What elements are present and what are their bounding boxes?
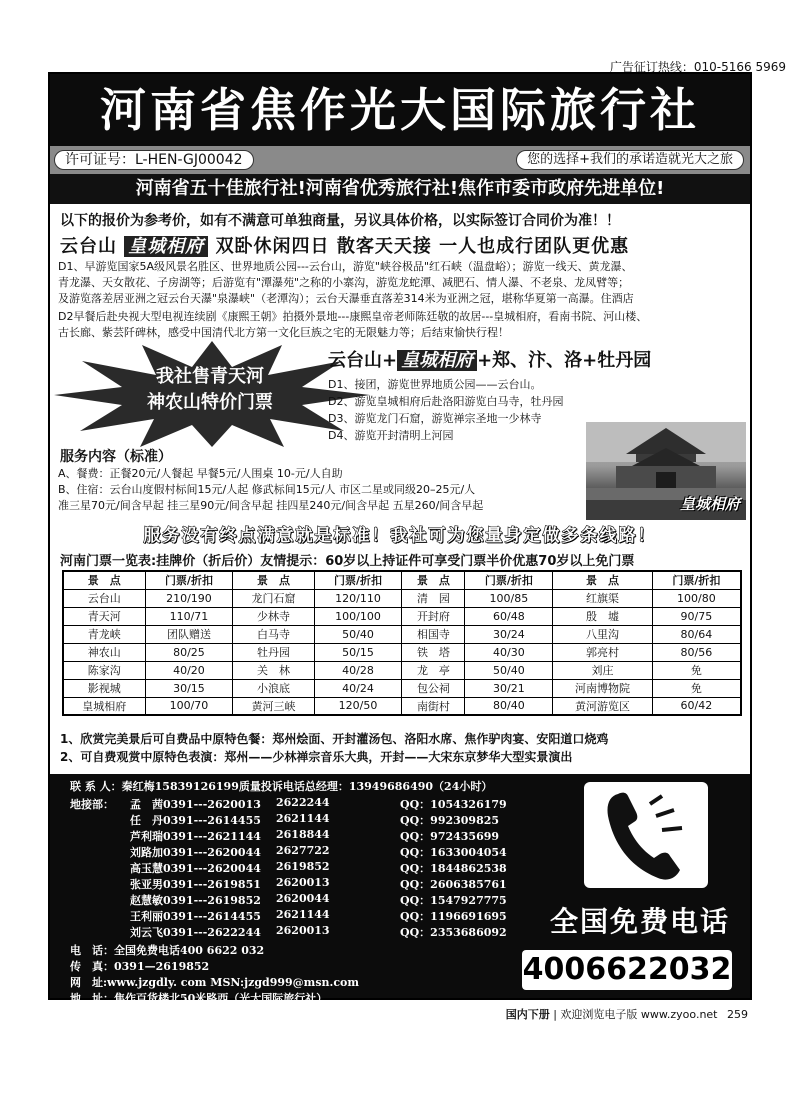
table-cell: 陈家沟 [63, 661, 145, 679]
staff-phone2: 2618844 [276, 828, 330, 841]
table-row [63, 643, 741, 661]
table-cell: 50/15 [314, 643, 402, 661]
column-header: 景 点 [402, 571, 465, 589]
staff-name-phone: 任 丹0391---2614455 [130, 814, 261, 827]
hotline: 广告征订热线：010-5166 5969 [609, 60, 786, 74]
price-note: 以下的报价为参考价，如有不满意可单独商量，另议具体价格，以实际签订合同价为准！！ [60, 213, 620, 229]
table-cell: 包公祠 [402, 679, 465, 697]
table-cell: 黄河三峡 [233, 697, 314, 715]
staff-phone2: 2621144 [276, 812, 330, 825]
table-cell: 白马寺 [233, 625, 314, 643]
page-footer [506, 1006, 748, 1022]
table-cell: 50/40 [465, 661, 553, 679]
table-cell: 40/24 [314, 679, 402, 697]
table-cell: 40/28 [314, 661, 402, 679]
route2-day: D2、游览皇城相府后赴洛阳游览白马寺，牡丹园 [328, 395, 564, 408]
staff-name-phone: 孟 茜0391---2620013 [130, 798, 261, 811]
route1-line: 及游览落差居亚洲之冠云台天瀑"泉瀑峡"（老潭沟）；云台天瀑垂直落差314米为亚洲之冠，堪称华夏第一高瀑。住酒店 [58, 292, 634, 305]
table-cell: 南街村 [402, 697, 465, 715]
table-cell: 红旗渠 [553, 589, 652, 607]
column-header: 景 点 [233, 571, 314, 589]
column-header: 景 点 [553, 571, 652, 589]
table-cell: 开封府 [402, 607, 465, 625]
table-cell: 铁 塔 [402, 643, 465, 661]
extra-line: 2、可自费观赏中原特色表演：郑州——少林禅宗音乐大典，开封——大宋东京梦华大型实景演出 [60, 750, 573, 764]
table-cell: 30/15 [145, 679, 233, 697]
table-cell: 小浪底 [233, 679, 314, 697]
table-cell: 龙 亭 [402, 661, 465, 679]
table-cell: 50/40 [314, 625, 402, 643]
column-header: 门票/折扣 [145, 571, 233, 589]
license-bar [50, 146, 750, 174]
staff-name-phone: 赵慧敏0391---2619852 [130, 894, 261, 907]
staff-qq: QQ：1054326179 [400, 798, 507, 811]
column-header: 门票/折扣 [465, 571, 553, 589]
free-call-number: 4006622032 [522, 950, 732, 990]
table-cell: 60/48 [465, 607, 553, 625]
route1-rest: 双卧休闲四日 散客天天接 一人也成行团队更优惠 [215, 236, 630, 257]
table-cell: 110/71 [145, 607, 233, 625]
table-cell: 免 [652, 679, 741, 697]
route2-rest: +郑、汴、洛+牡丹园 [477, 350, 652, 371]
free-call-label: 全国免费电话 [549, 905, 730, 938]
table-cell: 40/30 [465, 643, 553, 661]
table-cell: 团队赠送 [145, 625, 233, 643]
promo-line: 神农山特价门票 [147, 392, 273, 413]
footer-section: 国内下册 [505, 1008, 550, 1021]
staff-name-phone: 张亚男0391---2619851 [130, 878, 261, 891]
table-cell: 郭亮村 [553, 643, 652, 661]
route2-day: D4、游览开封清明上河园 [328, 429, 454, 442]
table-cell: 210/190 [145, 589, 233, 607]
table-cell: 30/24 [465, 625, 553, 643]
staff-name-phone: 王利丽0391---2614455 [130, 910, 261, 923]
staff-phone2: 2627722 [276, 844, 330, 857]
staff-phone2: 2622244 [276, 796, 330, 809]
route2-day: D1、接团，游览世界地质公园——云台山。 [328, 378, 542, 391]
promo-line: 我社售青天河 [156, 366, 264, 387]
route1-line: 青龙瀑、天女散花、子房湖等；后游览有"潭瀑苑"之称的小寨沟，游览龙蛇潭、减肥石、情人瀑、不老泉、龙凤臂等； [58, 276, 630, 289]
table-cell: 80/64 [652, 625, 741, 643]
ticket-price-table [62, 570, 742, 716]
staff-phone2: 2620044 [276, 892, 330, 905]
service-promise [80, 521, 720, 545]
table-cell: 殷 墟 [553, 607, 652, 625]
address-line: 地 址：焦作百货楼北50米路西（光大国际旅行社） [70, 992, 328, 1005]
route1-place: 云台山 [60, 236, 117, 257]
staff-qq: QQ：1196691695 [400, 910, 507, 923]
table-cell: 皇城相府 [63, 697, 145, 715]
table-row [63, 625, 741, 643]
staff-name-phone: 芦利瑞0391---2621144 [130, 830, 261, 843]
route2-day: D3、游览龙门石窟，游览禅宗圣地一少林寺 [328, 412, 542, 425]
table-cell: 100/80 [652, 589, 741, 607]
telephone-icon [584, 782, 708, 888]
table-cell: 黄河游览区 [553, 697, 652, 715]
license-number: 许可证号：L-HEN-GJ00042 [54, 150, 254, 170]
service-line: 准三星70元/间含早起 挂三星90元/间含早起 挂四星240元/间含早起 五星260/间含早起 [58, 499, 484, 512]
service-line: B、住宿：云台山度假村标间15元/人起 修武标间15元/人 市区二星或同级20–25元/人 [58, 483, 476, 496]
staff-label: 地接部： [70, 798, 114, 811]
table-cell: 龙门石窟 [233, 589, 314, 607]
staff-qq: QQ：2353686092 [400, 926, 507, 939]
table-cell: 120/110 [314, 589, 402, 607]
service-line: A、餐费：正餐20元/人餐起 早餐5元/人围桌 10-元/人自助 [58, 467, 343, 480]
ticket-table-title: 河南门票一览表:挂牌价（折后价）友情提示：60岁以上持证件可享受门票半价优惠70岁以上免门票 [60, 554, 635, 569]
staff-name-phone: 高玉慧0391---2620044 [130, 862, 261, 875]
table-cell: 120/50 [314, 697, 402, 715]
staff-qq: QQ：992309825 [400, 814, 500, 827]
table-row [63, 697, 741, 715]
staff-phone2: 2620013 [276, 876, 330, 889]
table-cell: 80/56 [652, 643, 741, 661]
table-cell: 青天河 [63, 607, 145, 625]
extra-line: 1、欣赏完美景后可自费品中原特色餐：郑州烩面、开封灌汤包、洛阳水席、焦作驴肉宴、安阳道口烧鸡 [60, 732, 609, 746]
staff-phone2: 2621144 [276, 908, 330, 921]
table-cell: 河南博物院 [553, 679, 652, 697]
table-header-row [63, 571, 741, 589]
table-cell: 免 [652, 661, 741, 679]
table-cell: 相国寺 [402, 625, 465, 643]
service-title: 服务内容（标准） [60, 449, 172, 465]
staff-qq: QQ：1633004054 [400, 846, 507, 859]
table-cell: 80/40 [465, 697, 553, 715]
phone-line: 电 话：全国免费电话400 6622 032 [70, 944, 265, 957]
route1-highlight: 皇城相府 [124, 236, 208, 257]
staff-name-phone: 刘云飞0391---2622244 [130, 926, 261, 939]
route1-title [60, 232, 750, 258]
palace-photo [586, 422, 746, 520]
staff-phone2: 2620013 [276, 924, 330, 937]
table-cell: 90/75 [652, 607, 741, 625]
table-row [63, 679, 741, 697]
table-cell: 神农山 [63, 643, 145, 661]
route1-line: 古长廊、紫芸阡碑林，感受中国清代北方第一文化巨族之宅的无限魅力等；后结束愉快行程！ [58, 326, 509, 339]
table-cell: 80/25 [145, 643, 233, 661]
table-cell: 少林寺 [233, 607, 314, 625]
column-header: 门票/折扣 [314, 571, 402, 589]
route2-title [328, 346, 748, 372]
footer-text: 欢迎浏览电子版 www.zyoo.net [560, 1008, 718, 1021]
contact-person: 联 系 人：秦红梅15839126199质量投诉电话总经理：13949686490（24小时） [70, 780, 493, 793]
table-cell: 刘庄 [553, 661, 652, 679]
table-cell: 关 林 [233, 661, 314, 679]
phone-handset-icon [584, 782, 708, 888]
fax-line: 传 真：0391—2619852 [70, 960, 210, 973]
route2-highlight: 皇城相府 [397, 350, 477, 371]
table-cell: 八里沟 [553, 625, 652, 643]
staff-qq: QQ：1547927775 [400, 894, 507, 907]
column-header: 景 点 [63, 571, 145, 589]
route2-place: 云台山+ [328, 350, 398, 371]
slogan: 您的选择+我们的承诺造就光大之旅 [516, 150, 744, 170]
table-row [63, 589, 741, 607]
staff-qq: QQ：1844862538 [400, 862, 507, 875]
footer-divider: | [553, 1008, 561, 1021]
table-cell: 40/20 [145, 661, 233, 679]
route1-line: D2早餐后赴央视大型电视连续剧《康熙王朝》拍摄外景地---康熙皇帝老师陈廷敬的故居---皇城相府，看南书院、河山楼、 [58, 310, 648, 323]
service-lines [58, 466, 588, 514]
table-cell: 牡丹园 [233, 643, 314, 661]
table-cell: 100/85 [465, 589, 553, 607]
route1-line: D1、早游览国家5A级风景名胜区、世界地质公园---云台山，游览"峡谷极品"红石峡（温盘峪）；游览一线天、黄龙瀑、 [58, 260, 633, 273]
table-cell: 100/70 [145, 697, 233, 715]
photo-caption: 皇城相府 [679, 495, 740, 513]
staff-qq: QQ：972435699 [400, 830, 500, 843]
table-cell: 青龙峡 [63, 625, 145, 643]
table-row [63, 661, 741, 679]
table-cell: 60/42 [652, 697, 741, 715]
route2-itinerary [328, 376, 588, 444]
promise-text: 服务没有终点满意就是标准！我社可为您量身定做多条线路！ [143, 526, 657, 546]
page-number: 259 [727, 1008, 748, 1021]
column-header: 门票/折扣 [652, 571, 741, 589]
honors-banner: 河南省五十佳旅行社!河南省优秀旅行社!焦作市委市政府先进单位! [50, 174, 750, 204]
company-title: 河南省焦作光大国际旅行社 [100, 83, 700, 137]
title-banner [50, 74, 750, 146]
staff-phone2: 2619852 [276, 860, 330, 873]
contact-panel [50, 774, 750, 1005]
travel-agency-ad [48, 72, 752, 1005]
web-line: 网 址:www.jzgdly. com MSN:jzgd999@msn.com [70, 976, 360, 989]
table-row [63, 607, 741, 625]
table-cell: 清 园 [402, 589, 465, 607]
table-cell: 云台山 [63, 589, 145, 607]
optional-extras [60, 730, 746, 766]
staff-name-phone: 刘路加0391---2620044 [130, 846, 261, 859]
table-cell: 100/100 [314, 607, 402, 625]
staff-qq: QQ：2606385761 [400, 878, 507, 891]
table-cell: 30/21 [465, 679, 553, 697]
table-cell: 影视城 [63, 679, 145, 697]
